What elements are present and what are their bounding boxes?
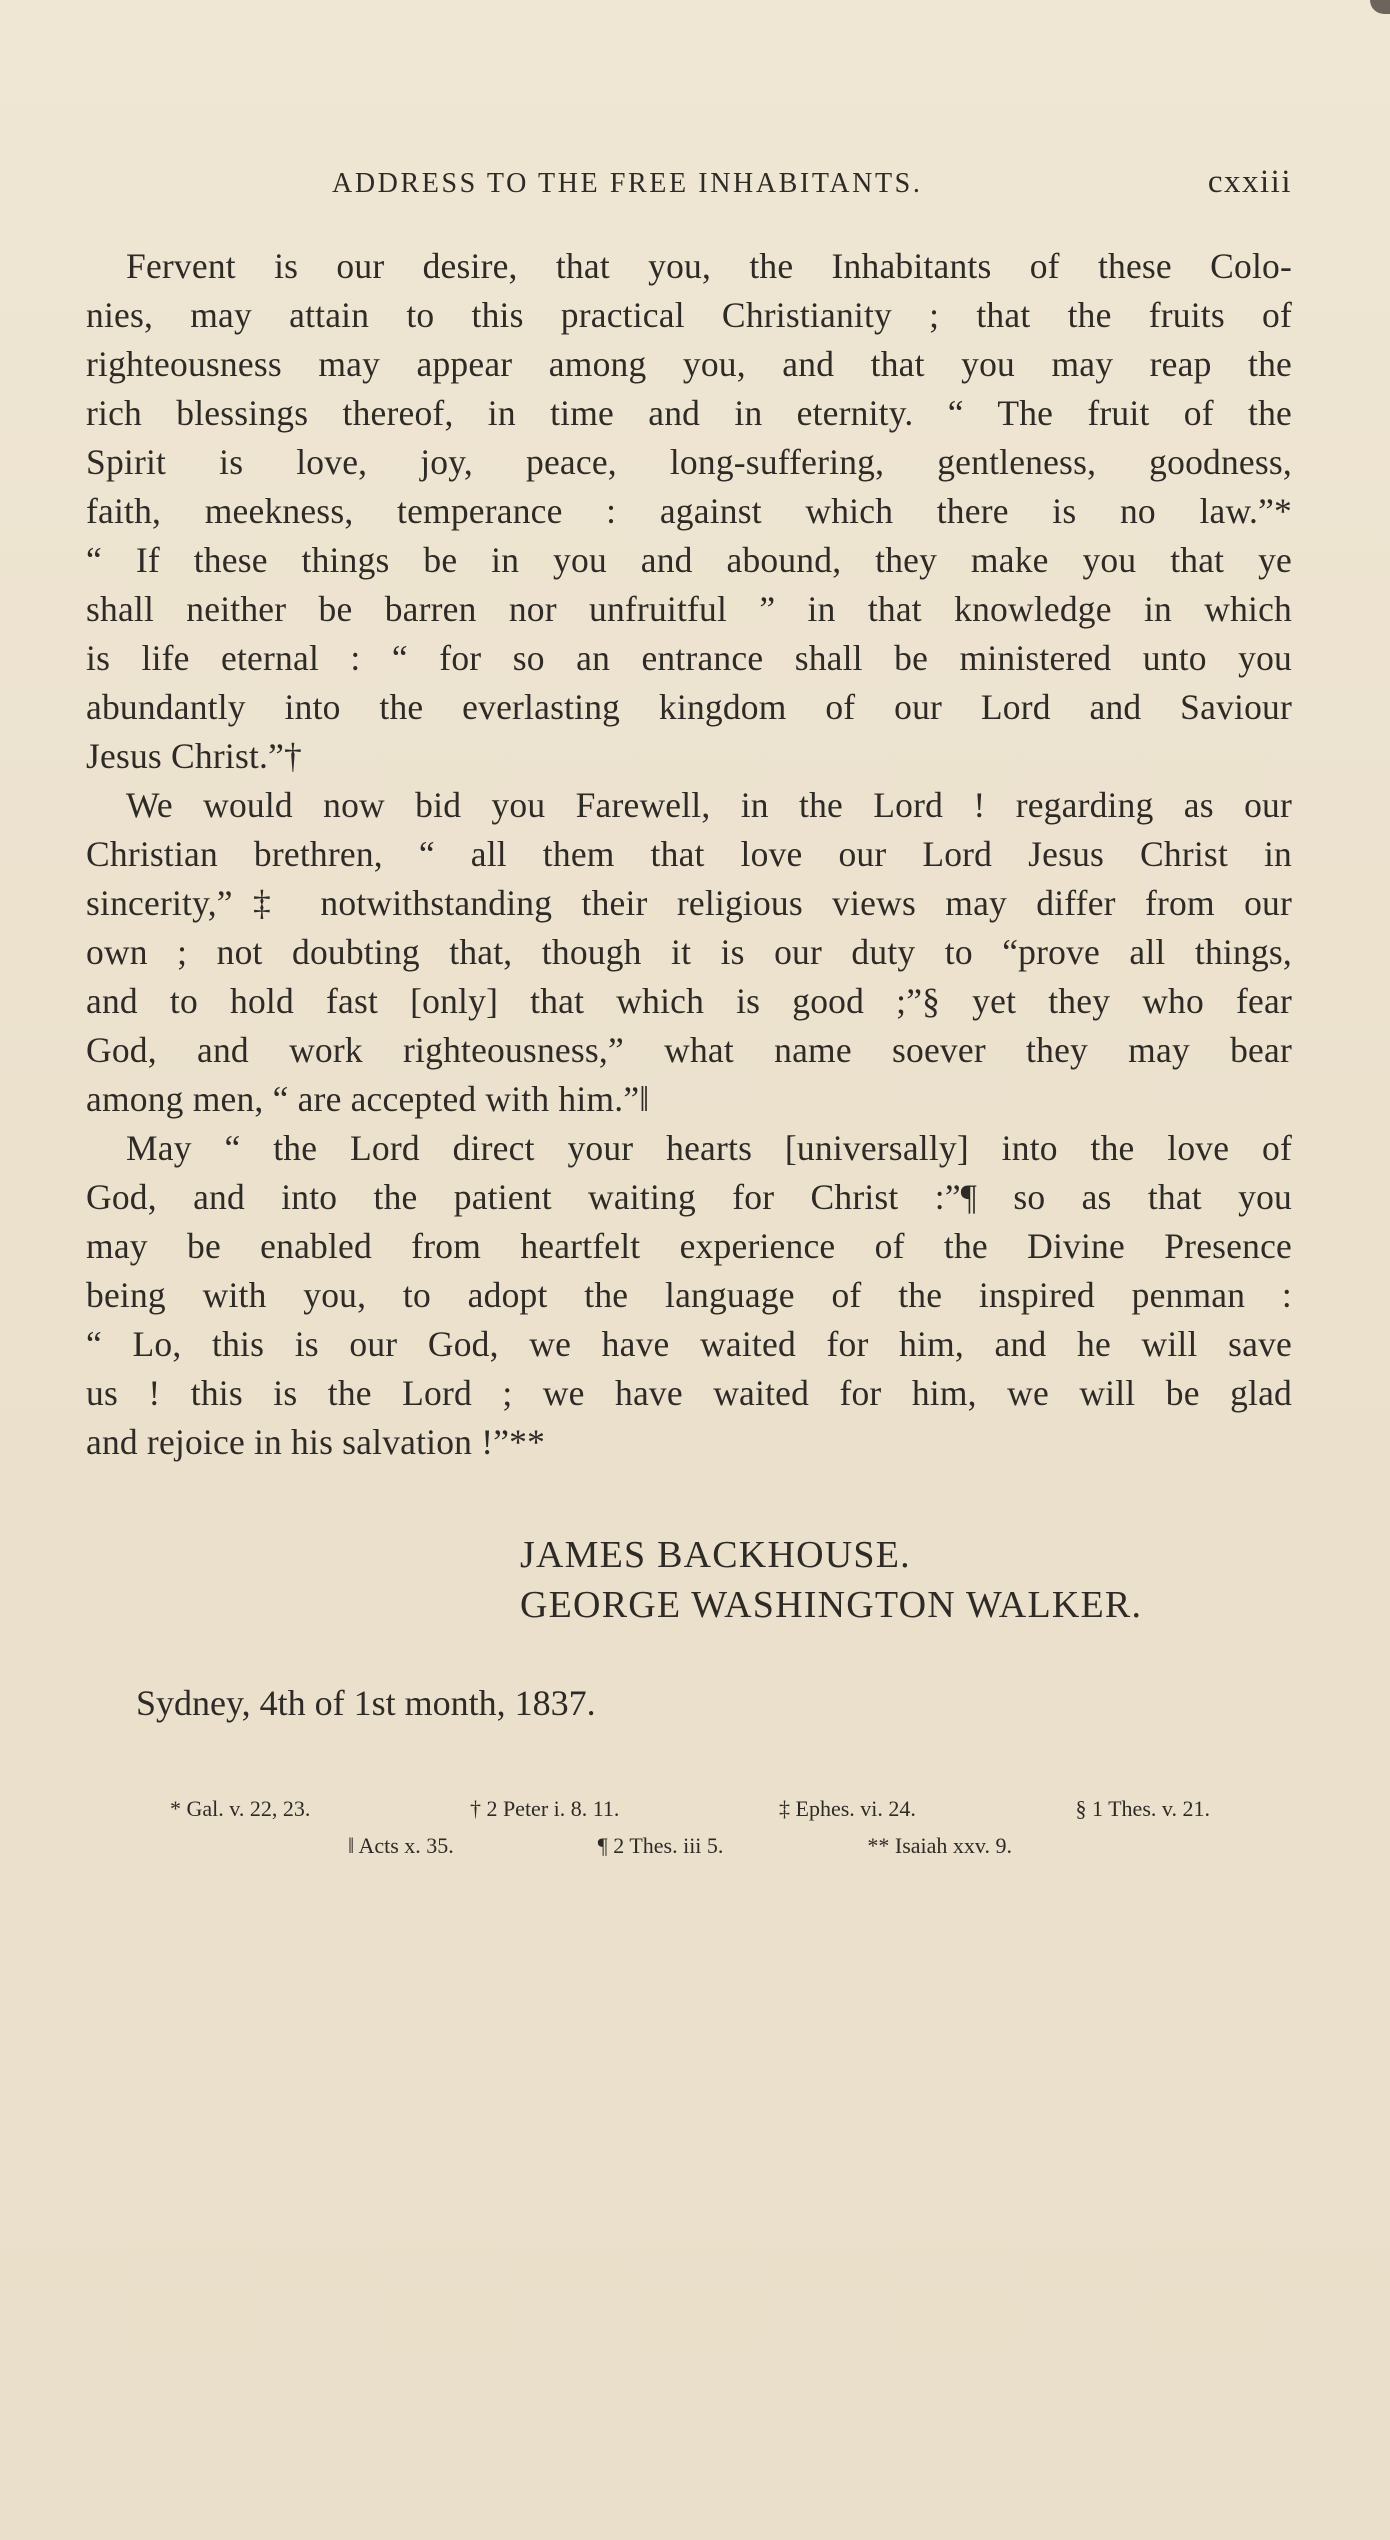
text-line: and rejoice in his salvation !”** [86, 1422, 546, 1462]
text-line: shall neither be barren nor unfruitful ” in that knowledge in which [86, 589, 1292, 629]
text-line: “ Lo, this is our God, we have waited for him, and he will save [86, 1324, 1292, 1364]
page-number: cxxiii [1207, 164, 1292, 200]
body-text [86, 242, 1292, 1467]
footnote-row [170, 1790, 1210, 1827]
footnote: ‡ Ephes. vi. 24. [779, 1796, 916, 1821]
footnote: ‖ Acts x. 35. [348, 1833, 454, 1858]
text-line: is life eternal : “ for so an entrance shall be ministered unto you [86, 638, 1292, 678]
text-line: Fervent is our desire, that you, the Inhabitants of these Colo- [126, 246, 1292, 286]
running-head-title: ADDRESS TO THE FREE INHABITANTS. [332, 168, 923, 199]
footnote: † 2 Peter i. 8. 11. [469, 1796, 620, 1821]
footnotes [170, 1790, 1210, 1864]
text-line: being with you, to adopt the language of the inspired penman : [86, 1275, 1292, 1315]
text-line: may be enabled from heartfelt experience of the Divine Presence [86, 1226, 1292, 1266]
text-line: May “ the Lord direct your hearts [universally] into the love of [126, 1128, 1292, 1168]
signature-block [520, 1530, 1142, 1630]
text-line: Jesus Christ.”† [86, 736, 302, 776]
text-line: God, and work righteousness,” what name soever they may bear [86, 1030, 1292, 1070]
footnote: ** Isaiah xxv. 9. [867, 1833, 1012, 1858]
text-line: We would now bid you Farewell, in the Lord ! regarding as our [126, 785, 1292, 825]
footnote: ¶ 2 Thes. iii 5. [597, 1833, 724, 1858]
text-line: own ; not doubting that, though it is our duty to “prove all things, [86, 932, 1292, 972]
footnote-row [170, 1827, 1210, 1864]
text-line: “ If these things be in you and abound, they make you that ye [86, 540, 1292, 580]
text-line: abundantly into the everlasting kingdom of our Lord and Saviour [86, 687, 1292, 727]
text-line: rich blessings thereof, in time and in eternity. “ The fruit of the [86, 393, 1292, 433]
signature-line: GEORGE WASHINGTON WALKER. [520, 1584, 1143, 1626]
text-line: us ! this is the Lord ; we have waited for him, we will be glad [86, 1373, 1292, 1413]
page-corner-mark [1370, 0, 1390, 14]
text-line: and to hold fast [only] that which is good ;”§ yet they who fear [86, 981, 1292, 1021]
text-line: Spirit is love, joy, peace, long-suffering, gentleness, goodness, [86, 442, 1292, 482]
text-line: among men, “ are accepted with him.”‖ [86, 1079, 650, 1119]
footnote: * Gal. v. 22, 23. [170, 1796, 311, 1821]
running-head [86, 164, 1292, 208]
text-line: Christian brethren, “ all them that love our Lord Jesus Christ in [86, 834, 1292, 874]
text-line: sincerity,”‡ notwithstanding their religious views may differ from our [86, 883, 1292, 923]
text-line: nies, may attain to this practical Christianity ; that the fruits of [86, 295, 1292, 335]
footnote: § 1 Thes. v. 21. [1075, 1796, 1210, 1821]
text-line: righteousness may appear among you, and that you may reap the [86, 344, 1292, 384]
signature-line: JAMES BACKHOUSE. [520, 1534, 911, 1576]
place-date-line: Sydney, 4th of 1st month, 1837. [136, 1683, 596, 1723]
text-line: God, and into the patient waiting for Christ :”¶ so as that you [86, 1177, 1292, 1217]
text-line: faith, meekness, temperance : against which there is no law.”* [86, 491, 1292, 531]
